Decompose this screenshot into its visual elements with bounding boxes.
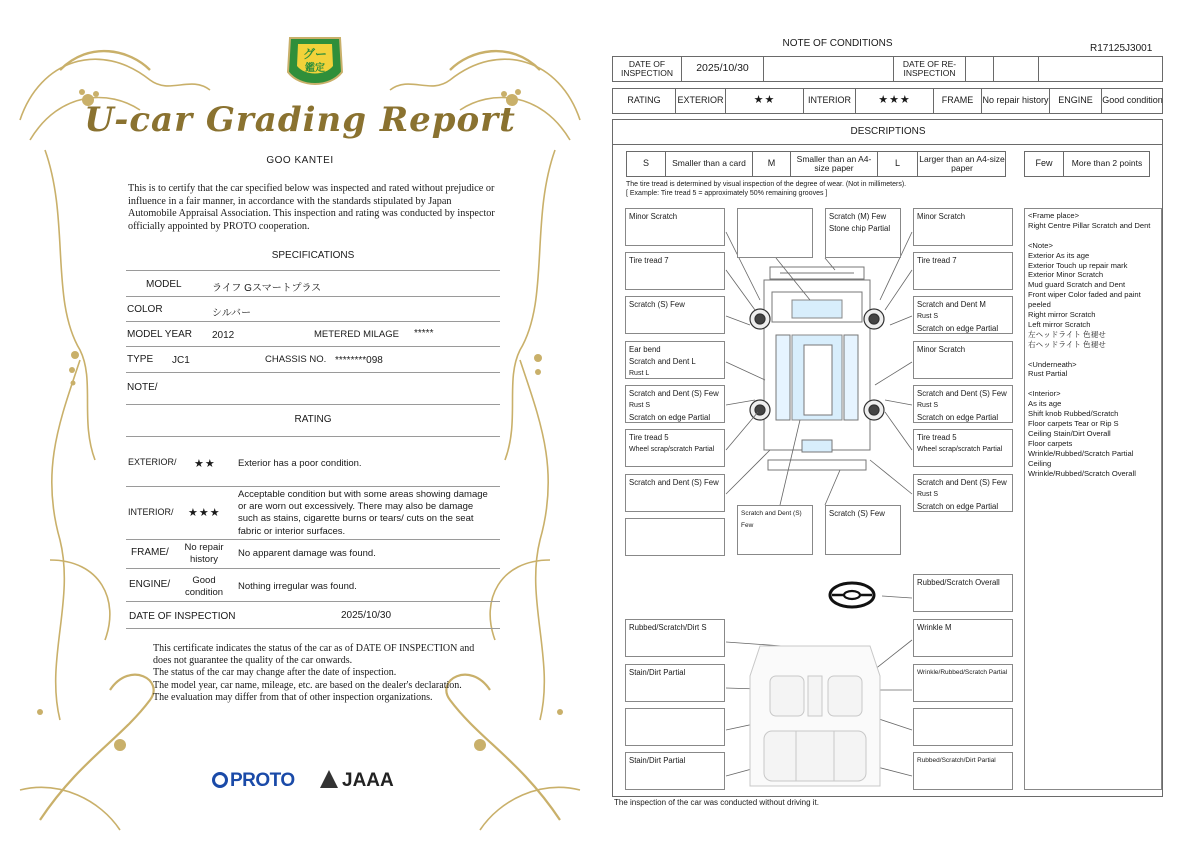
exterior-header: EXTERIOR [675, 89, 725, 113]
underneath-notes: <Underneath> Rust Partial [1028, 359, 1077, 379]
exterior-stars: ★★ [194, 458, 216, 470]
report-id: R17125J3001 [1090, 43, 1153, 54]
type-value: JC1 [172, 355, 190, 366]
label-box-top1 [737, 208, 813, 258]
exterior-stars: ★★ [725, 89, 803, 113]
divider [126, 539, 500, 540]
engine-description: Nothing irregular was found. [238, 581, 357, 592]
legend-l: L [877, 152, 917, 176]
interior-box-r3 [913, 708, 1013, 746]
label-box-r6: Tire tread 5 Wheel scrap/scratch Partial [913, 429, 1013, 467]
model-year-label: MODEL YEAR [127, 329, 193, 340]
interior-box-l3 [625, 708, 725, 746]
type-label: TYPE [127, 354, 154, 365]
footer-line: The model year, car name, mileage, etc. are based on the dealer's declaration. [153, 679, 462, 691]
divider [126, 270, 500, 271]
divider [126, 346, 500, 347]
footer-line: This certificate indicates the status of the car as of DATE OF INSPECTION and does not guarantee the quality of the car onwards. [153, 643, 475, 667]
label-box-r7: Scratch and Dent (S) Few Rust S Scratch on edge Partial [913, 474, 1013, 512]
legend-m-desc: Smaller than an A4-size paper [790, 152, 877, 176]
label-box-r1: Minor Scratch [913, 208, 1013, 246]
mileage-value: ***** [414, 328, 434, 339]
bottom-note: The inspection of the car was conducted without driving it. [614, 798, 819, 807]
frame-value: No repair history [981, 89, 1049, 113]
divider [126, 436, 500, 437]
color-label: COLOR [127, 304, 163, 315]
divider [126, 404, 500, 405]
tyre-note: The tire tread is determined by visual inspection of the degree of wear. (Not in millimeters). [ Example: Tire tread 5 = approximately 50% remaining grooves ] [626, 181, 907, 197]
interior-box-r1: Wrinkle M [913, 619, 1013, 657]
legend-s: S [642, 158, 649, 169]
label-box-r5: Scratch and Dent (S) Few Rust S Scratch on edge Partial [913, 385, 1013, 423]
side-notes [1024, 208, 1162, 790]
divider [126, 372, 500, 373]
rating-header: RATING [627, 95, 661, 106]
interior-stars: ★★★ [188, 507, 221, 519]
interior-label: INTERIOR/ [128, 507, 174, 517]
mileage-label: METERED MILAGE [314, 329, 399, 340]
color-value: シルバー [212, 308, 252, 319]
interior-box-l2: Stain/Dirt Partial [625, 664, 725, 702]
interior-box-steering: Rubbed/Scratch Overall [913, 574, 1013, 612]
interior-box-r2: Wrinkle/Rubbed/Scratch Partial [913, 664, 1013, 702]
legend-l-desc: Larger than an A4-size paper [917, 152, 1006, 176]
footer-line: The evaluation may differ from that of other inspection organizations. [153, 691, 433, 703]
chassis-label: CHASSIS NO. [265, 354, 327, 365]
label-box-l4: Ear bend Scratch and Dent L Rust L [625, 341, 725, 379]
svg-text:鑑定: 鑑定 [305, 63, 325, 74]
divider [126, 296, 500, 297]
certificate-subtitle: GOO KANTEI [266, 155, 334, 166]
label-box-l1: Minor Scratch [625, 208, 725, 246]
jaaa-logo: JAAA [320, 770, 394, 792]
label-box-l8 [625, 518, 725, 556]
model-value: ライフ Gスマートプラス [212, 283, 322, 294]
note-of-conditions [600, 0, 1200, 848]
descriptions-title: DESCRIPTIONS [850, 126, 926, 137]
proto-logo-icon [212, 772, 228, 788]
interior-description: Acceptable condition but with some areas showing damage or are worn out excessively. There may also be damage such as stains, cigarette burns or tears/ cuts on the seat fabric or interior surfaces. [238, 489, 488, 537]
label-box-top2: Scratch (M) Few Stone chip Partial [825, 208, 901, 258]
legend-m: M [752, 152, 790, 176]
frame-label: FRAME/ [131, 547, 169, 558]
footer-line: The status of the car may change after the date of inspection. [153, 667, 397, 679]
label-box-bot1: Scratch and Dent (S) Few [737, 505, 813, 555]
interior-box-l4: Stain/Dirt Partial [625, 752, 725, 790]
frame-description: No apparent damage was found. [238, 548, 376, 559]
doi-value: 2025/10/30 [341, 610, 392, 621]
interior-notes: <Interior> As its age Shift knob Rubbed/Scratch Floor carpets Tear or Rip S Ceiling Stain/Dirt Overall Floor carpets Wrinkle/Rubbed/Scratch Partial Ceiling Wrinkle/Rubbed/Scratch Overall [1028, 389, 1136, 478]
engine-label: ENGINE/ [129, 579, 171, 590]
label-box-r2: Tire tread 7 [913, 252, 1013, 290]
divider [126, 321, 500, 322]
car-interior-diagram [740, 636, 890, 796]
svg-text:グー: グー [302, 47, 328, 61]
note-label: NOTE/ [127, 382, 158, 393]
frame-place-notes: <Frame place> Right Centre Pillar Scratch and Dent [1028, 211, 1151, 230]
label-box-l7: Scratch and Dent (S) Few [625, 474, 725, 512]
goo-kantei-badge [288, 38, 342, 84]
specifications-heading: SPECIFICATIONS [271, 250, 355, 261]
general-notes: <Note> Exterior As its age Exterior Touch up repair mark Exterior Minor Scratch Mud guard Scratch and Dent Front wiper Color faded and paint peeled Right mirror Scratch Left mirror Scratch 左ヘッドライト 色褪せ 右ヘッドライト 色褪せ [1028, 240, 1141, 349]
interior-box-r4: Rubbed/Scratch/Dirt Partial [913, 752, 1013, 790]
label-box-r4: Minor Scratch [913, 341, 1013, 379]
doi-value: 2025/10/30 [681, 57, 763, 81]
divider [126, 568, 500, 569]
divider [126, 486, 500, 487]
divider [126, 628, 500, 629]
certificate-title: U-car Grading Report [84, 100, 516, 140]
label-box-l2: Tire tread 7 [625, 252, 725, 290]
interior-header: INTERIOR [803, 89, 855, 113]
doi-header: DATE OF INSPECTION [621, 58, 673, 78]
note-title: NOTE OF CONDITIONS [782, 38, 893, 49]
steering-wheel-icon [826, 578, 878, 612]
reinsp-header: DATE OF RE-INSPECTION [893, 57, 965, 81]
label-box-l6: Tire tread 5 Wheel scrap/scratch Partial [625, 429, 725, 467]
exterior-description: Exterior has a poor condition. [238, 458, 362, 469]
rating-heading: RATING [294, 414, 332, 425]
legend-few: Few [1035, 158, 1053, 169]
interior-box-l1: Rubbed/Scratch/Dirt S [625, 619, 725, 657]
frame-header: FRAME [933, 89, 981, 113]
legend-s-desc: Smaller than a card [665, 152, 752, 176]
engine-value: Good condition [184, 575, 224, 599]
certificate-footer [153, 643, 483, 704]
label-box-l3: Scratch (S) Few [625, 296, 725, 334]
doi-label: DATE OF INSPECTION [129, 611, 236, 622]
label-box-r3: Scratch and Dent M Rust S Scratch on edge Partial [913, 296, 1013, 334]
jaaa-logo-icon [320, 770, 338, 788]
chassis-value: ********098 [335, 355, 383, 366]
legend-few-desc: More than 2 points [1063, 152, 1150, 176]
model-year-value: 2012 [212, 330, 235, 341]
model-label: MODEL [146, 279, 182, 290]
label-box-bot2: Scratch (S) Few [825, 505, 901, 555]
interior-stars: ★★★ [855, 89, 933, 113]
engine-header: ENGINE [1049, 89, 1101, 113]
certificate-intro: This is to certify that the car specified below was inspected and rated without prejudice or influence in a fair manner, in accordance with the standards stipulated by Japan Automobile Appraisal Association. This inspection and rating was conducted by inspector officially appointed by PROTO cooperation. [128, 183, 495, 232]
proto-logo: PROTO [212, 770, 295, 792]
divider [126, 601, 500, 602]
exterior-label: EXTERIOR/ [128, 457, 177, 467]
frame-value: No repair history [184, 542, 224, 566]
label-box-l5: Scratch and Dent (S) Few Rust S Scratch on edge Partial [625, 385, 725, 423]
engine-value: Good condition [1101, 89, 1163, 113]
